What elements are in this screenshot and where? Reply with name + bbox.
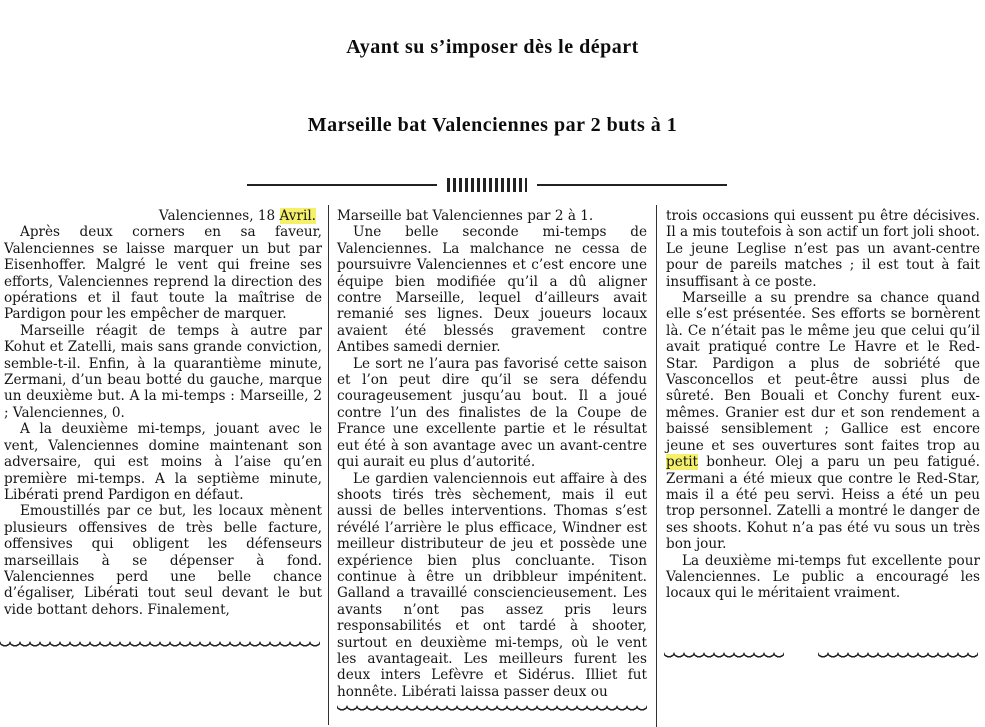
paragraph: Le sort ne l’aura pas favorisé cette saison et l’on peut dire qu’il se sera défendu courageusement jusqu’au bout. Il a joué contre l’un des finalistes de la Coupe de France une excellente partie et le résultat eut été à son avantage avec un avant-centre qui aurait eu plus d’autorité. <box>337 355 647 471</box>
end-ornament <box>664 651 784 661</box>
headline-line-1: Ayant su s’imposer dès le départ <box>346 36 639 58</box>
highlighted-word: petit <box>666 454 699 471</box>
paragraph: La deuxième mi-temps fut excellente pour Valenciennes. Le public a encouragé les locaux qui le méritaient vraiment. <box>666 552 980 602</box>
paragraph: A la deuxième mi-temps, jouant avec le vent, Valenciennes domine maintenant son adversaire, qui est moins à l’aise qu’en première mi-temps. A la septième minute, Libérati prend Pardigon en défaut. <box>4 421 322 503</box>
headline-ornament-divider <box>247 178 727 192</box>
paragraph: Après deux corners en sa faveur, Valenciennes se laisse marquer un but par Eisenhoffer. Malgré le vent qui freine ses efforts, Valenciennes reprend la direction des opérations et il faut toute la maîtrise de Pardigon pour les empêcher de marquer. <box>4 224 322 323</box>
paragraph: Marseille a su prendre sa chance quand elle s’est présentée. Ses efforts se bornèrent là. Ce n’était pas le même jeu que celui qu’il avait pratiqué contre Le Havre et le Red-Star. Pardigon a plus de sobriété que Vasconcellos et peut-être aussi plus de sûreté. Ben Bouali et Conchy furent eux-mêmes. Granier est dur et son rendement a baissé sensiblement ; Gallice est encore jeune et ses ouvertures sont faites trop au petit bonheur. Olej a paru un peu fatigué. Zermani a été mieux que contre le Red-Star, mais il a été peu servi. Heiss a été un peu trop personnel. Zatelli a montré le danger de ses shoots. Kohut n’a pas été vu sous un très bon jour. <box>666 290 980 553</box>
highlighted-word: Avril. <box>279 208 316 224</box>
article-column-3 <box>666 208 980 602</box>
headline-line-2: Marseille bat Valenciennes par 2 buts à 1 <box>307 114 678 136</box>
column-divider <box>656 205 657 727</box>
paragraph: Le gardien valenciennois eut affaire à des shoots tirés très sèchement, mais il eut aussi de belles interventions. Thomas s’est révélé l’arrière le plus efficace, Windner est meilleur distributeur de jeu et possède une expérience bien plus concluante. Tison continue à être un dribbleur impénitent. Galland a travaillé consciencieusement. Les avants n’ont pas assez pris leurs responsabilités et ont tardé à shooter, surtout en deuxième mi-temps, où le vent les avantageait. Les meilleurs furent les deux inters Lefèvre et Sidérus. Illiet fut honnête. Libérati laissa passer deux ou <box>337 470 647 700</box>
column-divider <box>328 205 329 725</box>
paragraph: Emoustillés par ce but, les locaux mènent plusieurs offensives de très belle facture, offensives qui obligent les défenseurs marseillais à se dépenser à fond. Valenciennes perd une belle chance d’égaliser, Libérati tout seul devant le but vide bottant dehors. Finalement, <box>4 503 322 618</box>
paragraph: Marseille bat Valenciennes par 2 à 1. <box>337 208 594 224</box>
paragraph: trois occasions qui eussent pu être décisives. Il a mis toutefois à son actif un fort joli shoot. Le jeune Leglise n’est pas un avant-centre pour de pareils matches ; il est tout à fait insuffisant à ce poste. <box>666 208 980 290</box>
article-column-1 <box>4 208 322 618</box>
end-ornament <box>337 704 647 714</box>
paragraph: Marseille réagit de temps à autre par Kohut et Zatelli, mais sans grande conviction, semble-t-il. Enfin, à la quarantième minute, Zermani, d’un beau botté du gauche, marque un deuxième but. A la mi-temps : Marseille, 2 ; Valenciennes, 0. <box>4 322 322 421</box>
article-column-2 <box>337 208 647 700</box>
end-ornament <box>0 640 320 650</box>
end-ornament <box>818 651 978 661</box>
dateline: Valenciennes, 18 Avril. <box>158 208 316 224</box>
paragraph: Une belle seconde mi-temps de Valenciennes. La malchance ne cessa de poursuivre Valenciennes et c’est encore une équipe bien modifiée qu’il a dû aligner contre Marseille, lequel d’ailleurs avait remanié ses lignes. Deux joueurs locaux avaient été blessés gravement contre Antibes samedi dernier. <box>337 224 647 356</box>
